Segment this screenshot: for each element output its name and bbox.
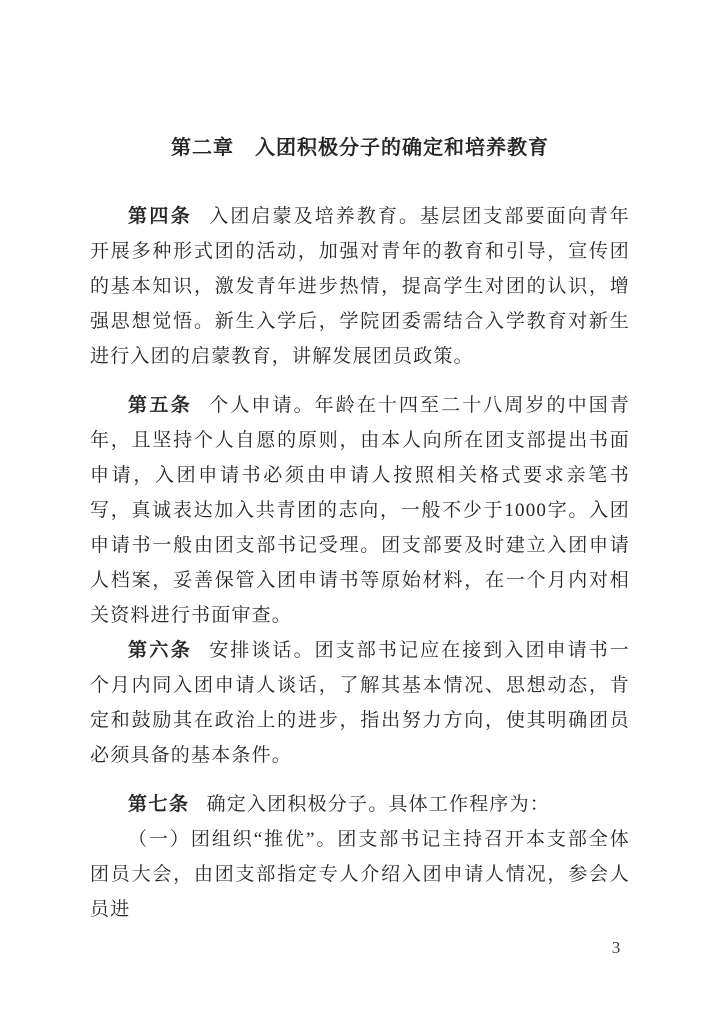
paragraph-article-5 [90, 388, 630, 633]
article-7-label: 第七条 [128, 794, 190, 815]
paragraph-article-7 [90, 787, 630, 822]
article-5-label: 第五条 [128, 395, 193, 416]
paragraph-item-1 [90, 822, 630, 927]
article-6-text: 安排谈话。团支部书记应在接到入团申请书一个月内同入团申请人谈话，了解其基本情况、思想动态，肯定和鼓励其在政治上的进步，指出努力方向，使其明确团员必须具备的基本条件。 [90, 640, 630, 766]
article-4-label: 第四条 [128, 206, 193, 227]
item-1-text: （一）团组织“推优”。团支部书记主持召开本支部全体团员大会，由团支部指定专人介绍入团申请人情况，参会人员进 [90, 829, 630, 920]
article-6-label: 第六条 [128, 640, 193, 661]
article-7-text: 确定入团积极分子。具体工作程序为： [206, 794, 551, 815]
article-5-text: 个人申请。年龄在十四至二十八周岁的中国青年，且坚持个人自愿的原则，由本人向所在团支部提出书面申请，入团申请书必须由申请人按照相关格式要求亲笔书写，真诚表达加入共青团的志向，一般不少于1000字。入团申请书一般由团支部书记受理。团支部要及时建立入团申请人档案，妥善保管入团申请书等原始材料，在一个月内对相关资料进行书面审查。 [90, 395, 630, 626]
article-4-text: 入团启蒙及培养教育。基层团支部要面向青年开展多种形式团的活动，加强对青年的教育和引导，宣传团的基本知识，激发青年进步热情，提高学生对团的认识，增强思想觉悟。新生入学后，学院团委需结合入学教育对新生进行入团的启蒙教育，讲解发展团员政策。 [90, 206, 630, 367]
paragraph-article-6 [90, 633, 630, 773]
document-content [90, 130, 630, 927]
chapter-title: 第二章 入团积极分子的确定和培养教育 [171, 137, 549, 159]
page-number: 3 [611, 938, 621, 957]
paragraph-article-4 [90, 199, 630, 374]
